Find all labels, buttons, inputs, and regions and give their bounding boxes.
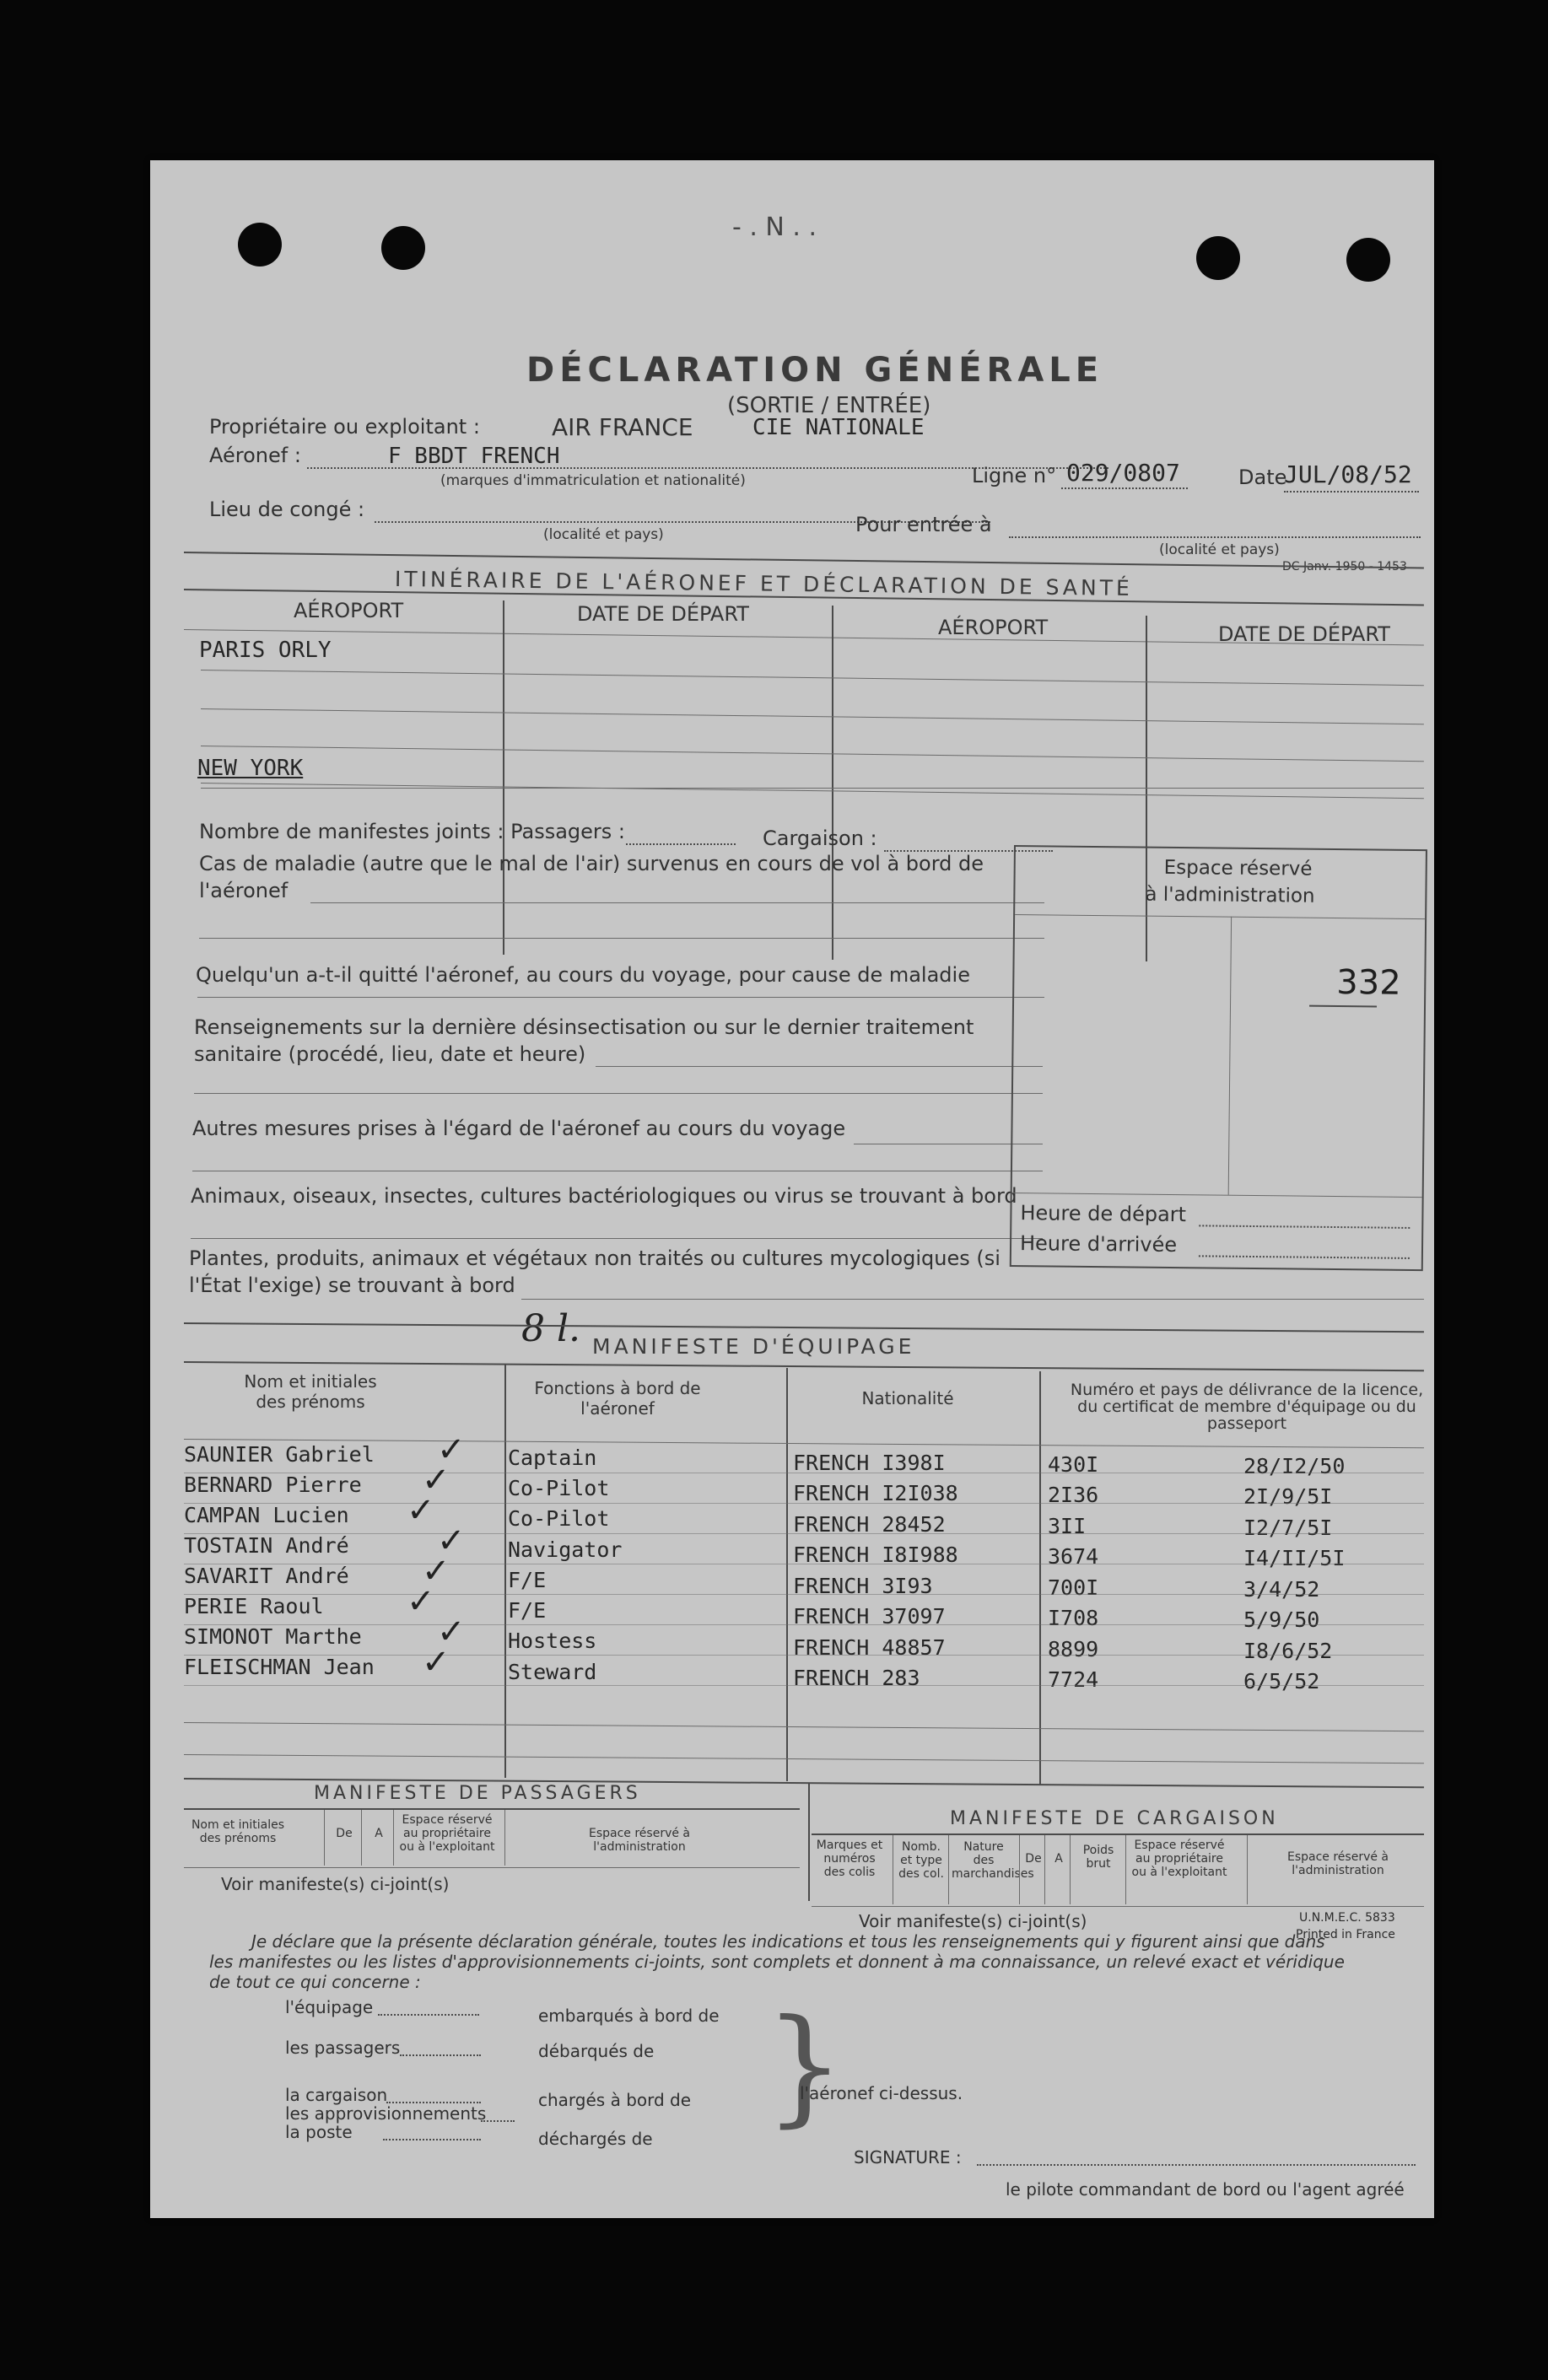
form-title: DÉCLARATION GÉNÉRALE	[526, 351, 1104, 390]
col-airport: AÉROPORT	[294, 599, 404, 622]
col-departure-date: DATE DE DÉPART	[577, 602, 749, 626]
admin-box-heading-2: à l'administration	[1145, 883, 1315, 907]
question-disinsection: Renseignements sur la dernière désinsectisation ou sur le dernier traitement	[194, 1015, 974, 1039]
crew-function: F/E	[508, 1567, 547, 1592]
question-other-measures: Autres mesures prises à l'égard de l'aéronef au cours du voyage	[192, 1117, 846, 1140]
signatory-caption: le pilote commandant de bord ou l'agent agréé	[1006, 2179, 1405, 2200]
crew-check-mark: ✓	[437, 1521, 466, 1560]
col-airport-2: AÉROPORT	[938, 616, 1049, 639]
decl-cargo: la cargaison	[285, 2085, 388, 2105]
pax-col-operator: Espace réservé au propriétaire ou à l'exploitant	[399, 1813, 495, 1854]
clearance-caption: (localité et pays)	[543, 526, 664, 543]
crew-name: BERNARD Pierre	[184, 1473, 362, 1497]
question-plants-2: l'État l'exige) se trouvant à bord	[189, 1273, 515, 1297]
admin-box-heading: Espace réservé	[1163, 856, 1313, 880]
question-plants: Plantes, produits, animaux et végétaux non traités ou cultures mycologiques (si	[189, 1247, 1001, 1270]
cargo-col-admin: Espace réservé à l'administration	[1286, 1850, 1389, 1877]
crew-check-mark: ✓	[422, 1552, 450, 1591]
cargo-count-label: Cargaison :	[763, 827, 877, 850]
crew-license-date: 6/5/52	[1243, 1669, 1320, 1694]
decl-crew: l'équipage	[285, 1997, 374, 2017]
decl-disembarked: débarqués de	[538, 2041, 655, 2061]
pax-col-from: De	[336, 1827, 353, 1840]
decl-aircraft-ref: l'aéronef ci-dessus.	[800, 2083, 963, 2103]
decl-loaded: chargés à bord de	[538, 2090, 692, 2110]
crew-nationality: FRENCH I8I988	[793, 1543, 958, 1568]
aircraft-caption: (marques d'immatriculation et nationalité)	[440, 472, 746, 489]
entry-label: Pour entrée à	[855, 513, 992, 536]
crew-name: TOSTAIN André	[184, 1533, 349, 1558]
itinerary-heading: ITINÉRAIRE DE L'AÉRONEF ET DÉCLARATION DE SANTÉ	[394, 567, 1133, 600]
clearance-label: Lieu de congé :	[209, 498, 365, 521]
cargo-col-count: Nomb. et type des col.	[898, 1840, 944, 1881]
aircraft-value: F BBDT FRENCH	[388, 444, 560, 469]
crew-name: SAUNIER Gabriel	[184, 1442, 375, 1467]
cargo-col-marks: Marques et numéros des colis	[816, 1839, 883, 1879]
cargo-col-weight: Poids brut	[1082, 1844, 1114, 1871]
punch-hole-4	[1346, 238, 1390, 282]
crew-license-date: 28/I2/50	[1243, 1454, 1346, 1478]
crew-license-date: 2I/9/5I	[1243, 1484, 1333, 1510]
line-value: 029/0807	[1066, 459, 1180, 487]
crew-col-nationality: Nationalité	[861, 1388, 954, 1408]
decl-passengers: les passagers	[285, 2038, 401, 2058]
crew-license-date: 3/4/52	[1243, 1576, 1320, 1602]
entry-caption: (localité et pays)	[1159, 541, 1280, 558]
crew-function: Steward	[508, 1659, 597, 1684]
cargo-col-from: De	[1025, 1852, 1042, 1866]
crew-license-date: I4/II/5I	[1243, 1546, 1346, 1571]
aircraft-label: Aéronef :	[209, 444, 301, 467]
crew-name: SIMONOT Marthe	[184, 1624, 362, 1649]
crew-name: PERIE Raoul	[184, 1594, 324, 1618]
passenger-manifest-heading: MANIFESTE DE PASSAGERS	[314, 1783, 641, 1804]
line-label: Ligne n°	[972, 464, 1057, 487]
printer-code: U.N.M.E.C. 5833	[1299, 1911, 1395, 1925]
form-subtitle: (SORTIE / ENTRÉE)	[727, 393, 931, 418]
owner-value: AIR FRANCE	[552, 413, 693, 441]
crew-nationality: FRENCH I2I038	[793, 1481, 958, 1506]
crew-function: Co-Pilot	[508, 1476, 610, 1501]
crew-check-mark: ✓	[437, 1430, 466, 1469]
decl-embarked: embarqués à bord de	[538, 2006, 720, 2026]
crew-manifest-heading: MANIFESTE D'ÉQUIPAGE	[592, 1334, 915, 1359]
admin-stamp-number: 332	[1336, 963, 1401, 1003]
crew-license-number: 7724	[1048, 1667, 1099, 1693]
question-left-aircraft: Quelqu'un a-t-il quitté l'aéronef, au cours du voyage, pour cause de maladie	[196, 963, 970, 987]
crew-col-function: Fonctions à bord de l'aéronef	[534, 1378, 701, 1419]
question-disinsection-2: sanitaire (procédé, lieu, date et heure)	[194, 1042, 586, 1066]
admin-reserved-box	[1010, 845, 1427, 1271]
crew-name: SAVARIT André	[184, 1564, 349, 1588]
crew-license-number: 3674	[1048, 1544, 1099, 1570]
crew-nationality: FRENCH 37097	[793, 1604, 946, 1629]
crew-license-date: 5/9/50	[1243, 1607, 1320, 1633]
pax-col-to: A	[375, 1827, 383, 1840]
crew-nationality: FRENCH 283	[793, 1666, 920, 1691]
crew-name: FLEISCHMAN Jean	[184, 1655, 375, 1679]
punch-hole-1	[238, 223, 282, 267]
crew-check-mark: ✓	[407, 1491, 435, 1530]
last-airport: NEW YORK	[197, 756, 304, 781]
crew-check-mark: ✓	[437, 1613, 466, 1651]
decl-brace: }	[764, 1993, 845, 2140]
question-illness-2: l'aéronef	[199, 879, 289, 902]
declaration-form	[150, 160, 1434, 2218]
declaration-text: Je déclare que la présente déclaration générale, toutes les indications et tous les renseignements qui y figurent ainsi que dans les manifestes ou les listes d'approvisionnements ci-joints, sont complets et donnent à ma connaissance, un relevé exact et véridique de tout ce qui concerne :	[209, 1931, 1345, 1992]
question-animals: Animaux, oiseaux, insectes, cultures bactériologiques ou virus se trouvant à bord	[191, 1184, 1017, 1208]
crew-license-number: 3II	[1048, 1513, 1087, 1538]
table-row	[150, 1430, 1434, 1478]
decl-supplies: les approvisionnements	[285, 2103, 487, 2124]
pax-see-attached: Voir manifeste(s) ci-joint(s)	[221, 1874, 450, 1894]
arrival-time-label: Heure d'arrivée	[1019, 1231, 1178, 1257]
crew-nationality: FRENCH I398I	[793, 1451, 946, 1475]
first-airport: PARIS ORLY	[199, 638, 332, 663]
punch-hole-2	[381, 226, 425, 270]
crew-col-name: Nom et initiales des prénoms	[244, 1371, 377, 1412]
departure-time-label: Heure de départ	[1020, 1201, 1187, 1227]
cargo-manifest-heading: MANIFESTE DE CARGAISON	[950, 1808, 1279, 1829]
cargo-col-nature: Nature des marchandises	[952, 1840, 1034, 1881]
handwritten-note: 8 l.	[521, 1307, 581, 1350]
pax-col-admin: Espace réservé à l'administration	[588, 1827, 691, 1854]
cargo-see-attached: Voir manifeste(s) ci-joint(s)	[859, 1911, 1087, 1931]
crew-license-number: 700I	[1048, 1575, 1099, 1600]
crew-check-mark: ✓	[422, 1643, 450, 1682]
crew-function: Hostess	[508, 1629, 597, 1654]
crew-function: Navigator	[508, 1537, 623, 1562]
crew-col-license: Numéro et pays de délivrance de la licence, du certificat de membre d'équipage ou du passeport	[1070, 1381, 1424, 1433]
crew-function: Co-Pilot	[508, 1506, 610, 1532]
cargo-col-operator: Espace réservé au propriétaire ou à l'exploitant	[1131, 1839, 1227, 1879]
question-illness: Cas de maladie (autre que le mal de l'air) survenus en cours de vol à bord de	[199, 852, 984, 875]
crew-check-mark: ✓	[422, 1461, 450, 1500]
crew-license-date: I2/7/5I	[1243, 1515, 1333, 1540]
crew-nationality: FRENCH 3I93	[793, 1573, 933, 1598]
crew-license-number: 430I	[1048, 1452, 1099, 1477]
crew-function: F/E	[508, 1598, 547, 1623]
owner-value-typed: CIE NATIONALE	[752, 415, 925, 440]
decl-unloaded: déchargés de	[538, 2129, 653, 2149]
crew-nationality: FRENCH 48857	[793, 1634, 946, 1660]
manifests-count-label: Nombre de manifestes joints : Passagers :	[199, 820, 625, 843]
crew-license-number: 2I36	[1048, 1483, 1099, 1508]
owner-label: Propriétaire ou exploitant :	[209, 415, 480, 439]
pax-col-name: Nom et initiales des prénoms	[191, 1818, 285, 1845]
reference-mark: - . N . .	[732, 213, 817, 242]
col-departure-date-2: DATE DE DÉPART	[1218, 622, 1390, 646]
crew-license-number: I708	[1048, 1606, 1099, 1631]
date-label: Date	[1238, 466, 1287, 489]
crew-nationality: FRENCH 28452	[793, 1511, 946, 1537]
printer-country: Printed in France	[1296, 1928, 1395, 1941]
crew-name: CAMPAN Lucien	[184, 1503, 349, 1527]
form-code: DC Janv. 1950 - 1453	[1282, 560, 1407, 573]
crew-license-date: I8/6/52	[1243, 1638, 1333, 1663]
crew-license-number: 8899	[1048, 1636, 1099, 1661]
cargo-col-to: A	[1054, 1852, 1063, 1866]
crew-function: Captain	[508, 1446, 597, 1470]
date-value: JUL/08/52	[1284, 460, 1412, 488]
signature-label: SIGNATURE :	[854, 2147, 962, 2167]
decl-mail: la poste	[285, 2122, 353, 2142]
punch-hole-3	[1196, 236, 1240, 280]
crew-check-mark: ✓	[407, 1582, 435, 1621]
